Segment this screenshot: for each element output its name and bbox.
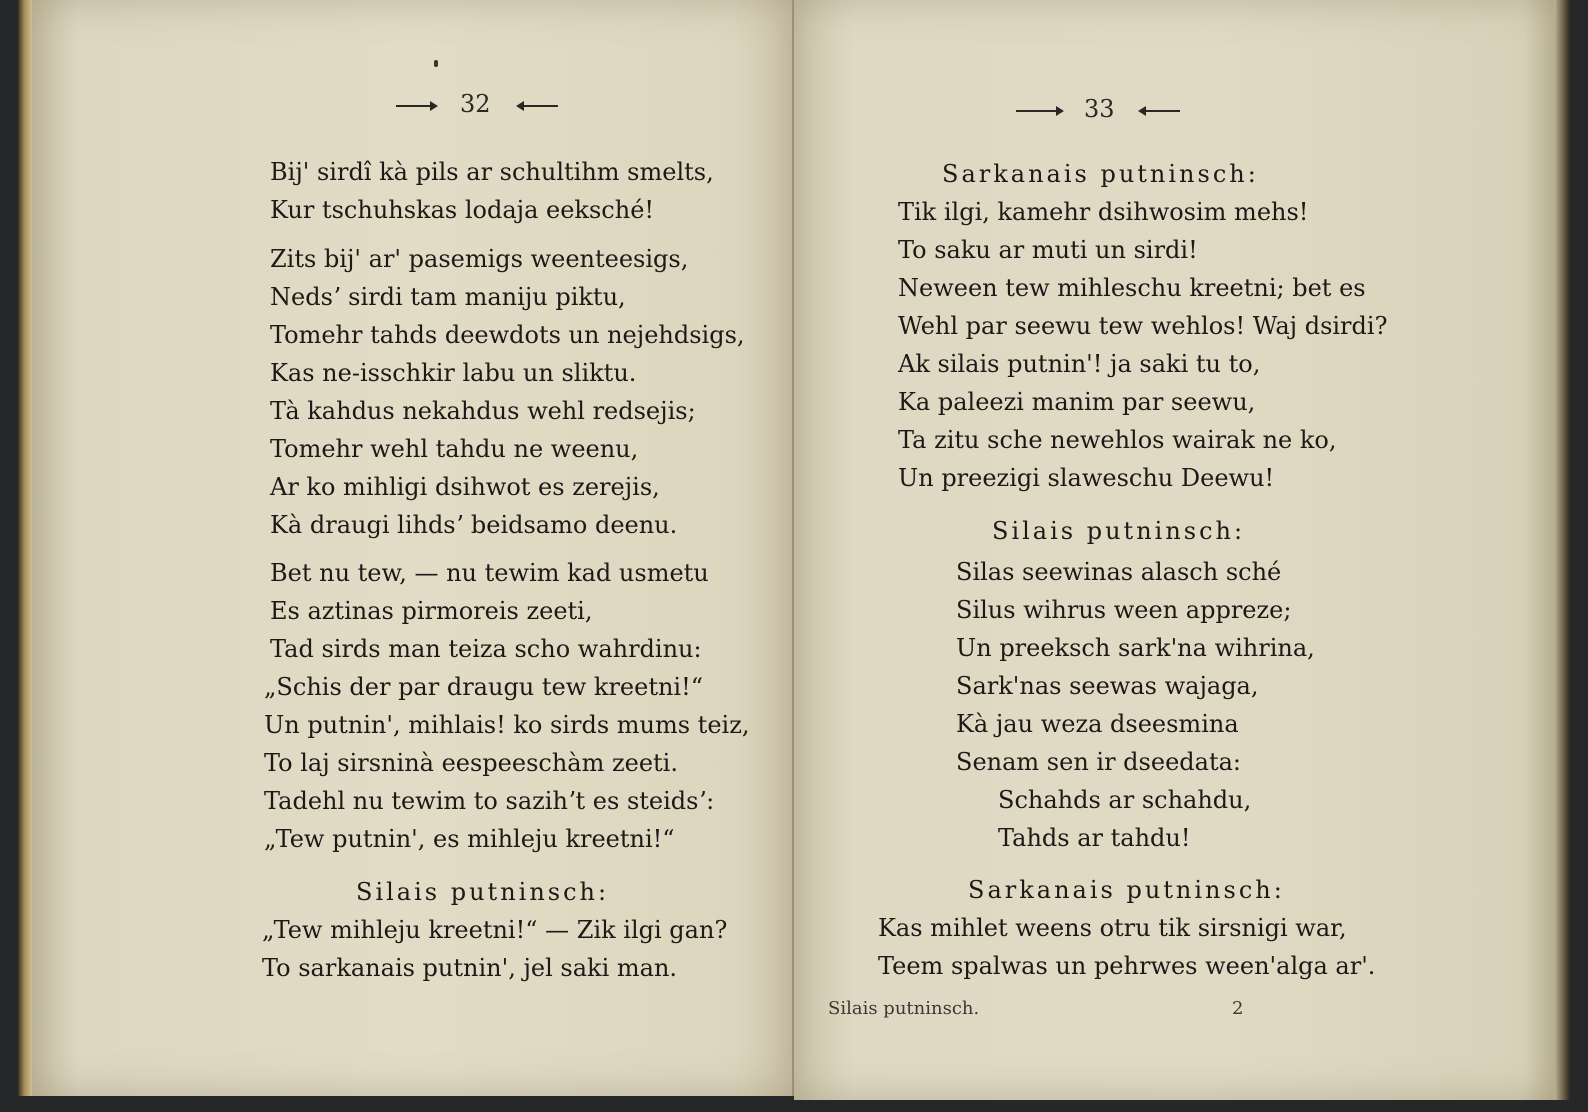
verse-line: Ta zitu sche newehlos wairak ne ko, bbox=[898, 426, 1337, 454]
speaker-heading: Sarkanais putninsch: bbox=[942, 160, 1259, 188]
verse-line: Kà jau weza dseesmina bbox=[956, 710, 1239, 738]
verse-line: Ak silais putnin'! ja saki tu to, bbox=[898, 350, 1261, 378]
left-page bbox=[32, 0, 794, 1096]
ink-speck bbox=[434, 60, 438, 67]
verse-line: Tahds ar tahdu! bbox=[998, 824, 1191, 852]
verse-line: Senam sen ir dseedata: bbox=[956, 748, 1241, 776]
right-page bbox=[794, 0, 1554, 1100]
verse-line: Bij' sirdî kà pils ar schultihm smelts, bbox=[270, 158, 714, 186]
verse-line: Ka paleezi manim par seewu, bbox=[898, 388, 1256, 416]
verse-line: To laj sirsninà eespeeschàm zeeti. bbox=[264, 749, 678, 777]
verse-line: Neween tew mihleschu kreetni; bet es bbox=[898, 274, 1366, 302]
verse-line: Kur tschuhskas lodaja eeksché! bbox=[270, 196, 655, 224]
footer-title: Silais putninsch. bbox=[828, 998, 980, 1019]
verse-line: Teem spalwas un pehrwes ween'alga ar'. bbox=[878, 952, 1376, 980]
speaker-heading: Silais putninsch: bbox=[992, 517, 1246, 545]
verse-line: Silus wihrus ween appreze; bbox=[956, 596, 1292, 624]
verse-line: To sarkanais putnin', jel saki man. bbox=[262, 954, 678, 982]
page-number: 33 bbox=[1084, 95, 1115, 123]
verse-line: Es aztinas pirmoreis zeeti, bbox=[270, 597, 593, 625]
speaker-heading: Sarkanais putninsch: bbox=[968, 876, 1285, 904]
verse-line: To saku ar muti un sirdi! bbox=[898, 236, 1198, 264]
verse-line: „Schis der par draugu tew kreetni!“ bbox=[264, 673, 704, 701]
book-right-edge bbox=[1554, 0, 1570, 1100]
verse-line: Schahds ar schahdu, bbox=[998, 786, 1252, 814]
arrow-left-icon bbox=[1146, 110, 1180, 112]
verse-line: Un preezigi slaweschu Deewu! bbox=[898, 464, 1275, 492]
verse-line: Tomehr wehl tahdu ne weenu, bbox=[270, 435, 639, 463]
verse-line: Un preeksch sark'na wihrina, bbox=[956, 634, 1315, 662]
verse-line: Nedsʼ sirdi tam maniju piktu, bbox=[270, 283, 626, 311]
verse-line: Tik ilgi, kamehr dsihwosim mehs! bbox=[898, 198, 1309, 226]
verse-line: „Tew mihleju kreetni!“ — Zik ilgi gan? bbox=[262, 916, 728, 944]
verse-line: Sark'nas seewas wajaga, bbox=[956, 672, 1259, 700]
verse-line: Tad sirds man teiza scho wahrdinu: bbox=[270, 635, 702, 663]
verse-line: Tadehl nu tewim to sazihʼt es steidsʼ: bbox=[264, 787, 715, 815]
verse-line: Un putnin', mihlais! ko sirds mums teiz, bbox=[264, 711, 750, 739]
verse-line: Kas mihlet weens otru tik sirsnigi war, bbox=[878, 914, 1347, 942]
verse-line: Silas seewinas alasch sché bbox=[956, 558, 1282, 586]
verse-line: Ar ko mihligi dsihwot es zerejis, bbox=[270, 473, 660, 501]
verse-line: Bet nu tew, — nu tewim kad usmetu bbox=[270, 559, 709, 587]
verse-line: Zits bij' ar' pasemigs weenteesigs, bbox=[270, 245, 689, 273]
verse-line: Tà kahdus nekahdus wehl redsejis; bbox=[270, 397, 696, 425]
speaker-heading: Silais putninsch: bbox=[356, 878, 610, 906]
verse-line: Tomehr tahds deewdots un nejehdsigs, bbox=[270, 321, 745, 349]
arrow-right-icon bbox=[1016, 110, 1056, 112]
verse-line: Wehl par seewu tew wehlos! Waj dsirdi? bbox=[898, 312, 1388, 340]
verse-line: „Tew putnin', es mihleju kreetni!“ bbox=[264, 825, 675, 853]
page-number: 32 bbox=[460, 90, 491, 118]
verse-line: Kas ne-isschkir labu un sliktu. bbox=[270, 359, 637, 387]
signature-mark: 2 bbox=[1232, 998, 1244, 1019]
arrow-right-icon bbox=[396, 105, 430, 107]
arrow-left-icon bbox=[524, 105, 558, 107]
verse-line: Kà draugi lihdsʼ beidsamo deenu. bbox=[270, 511, 678, 539]
